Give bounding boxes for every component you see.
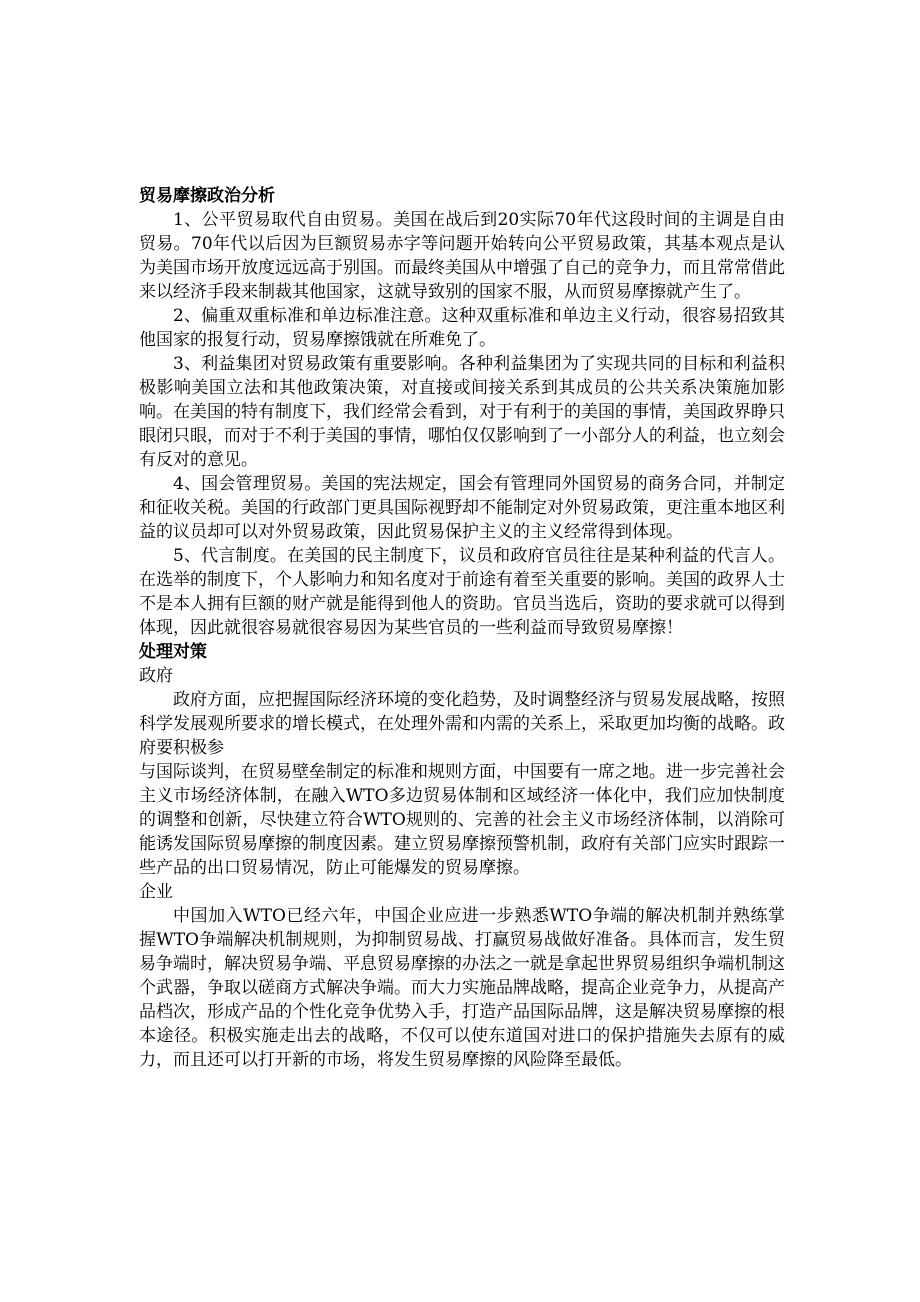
paragraph-government-1: 政府方面，应把握国际经济环境的变化趋势，及时调整经济与贸易发展战略，按照科学发展观所要求的增长模式，在处理外需和内需的关系上，采取更加均衡的战略。政府要积极参 — [139, 690, 785, 758]
paragraph-government-2: 与国际谈判，在贸易壁垒制定的标准和规则方面，中国要有一席之地。进一步完善社会主义市场经济体制，在融入WTO多边贸易体制和区域经济一体化中，我们应加快制度的调整和创新，尽快建立符合WTO规则的、完善的社会主义市场经济体制，以消除可能诱发国际贸易摩擦的制度因素。建立贸易摩擦预警机制，政府有关部门应实时跟踪一些产品的出口贸易情况，防止可能爆发的贸易摩擦。 — [139, 762, 785, 878]
paragraph-double-standard: 2、偏重双重标准和单边标准注意。这种双重标准和单边主义行动，很容易招致其他国家的报复行动，贸易摩擦饿就在所难免了。 — [139, 306, 785, 350]
paragraph-fair-trade: 1、公平贸易取代自由贸易。美国在战后到20实际70年代这段时间的主调是自由贸易。70年代以后因为巨额贸易赤字等问题开始转向公平贸易政策，其基本观点是认为美国市场开放度远远高于别国。而最终美国从中增强了自己的竞争力，而且常常借此来以经济手段来制裁其他国家，这就导致别的国家不服，从而贸易摩擦就产生了。 — [139, 210, 785, 302]
document-page — [139, 184, 785, 1072]
subsection-label-enterprise: 企业 — [139, 882, 173, 902]
section-title-political-analysis: 贸易摩擦政治分析 — [139, 186, 275, 206]
paragraph-enterprise: 中国加入WTO已经六年，中国企业应进一步熟悉WTO争端的解决机制并熟练掌握WTO争端解决机制规则，为抑制贸易战、打赢贸易战做好准备。具体而言，发生贸易争端时，解决贸易争端、平息贸易摩擦的办法之一就是拿起世界贸易组织争端机制这个武器，争取以磋商方式解决争端。而大力实施品牌战略，提高企业竞争力，从提高产品档次，形成产品的个性化竞争优势入手，打造产品国际品牌，这是解决贸易摩擦的根本途径。积极实施走出去的战略，不仅可以使东道国对进口的保护措施失去原有的威力，而且还可以打开新的市场，将发生贸易摩擦的风险降至最低。 — [139, 906, 785, 1070]
paragraph-representation-system: 5、代言制度。在美国的民主制度下，议员和政府官员往往是某种利益的代言人。在选举的制度下，个人影响力和知名度对于前途有着至关重要的影响。美国的政界人士不是本人拥有巨额的财产就是能得到他人的资助。官员当选后，资助的要求就可以得到体现，因此就很容易就很容易因为某些官员的一些利益而导致贸易摩擦！ — [139, 546, 785, 638]
paragraph-congress-trade: 4、国会管理贸易。美国的宪法规定，国会有管理同外国贸易的商务合同，并制定和征收关税。美国的行政部门更具国际视野却不能制定对外贸易政策，更注重本地区利益的议员却可以对外贸易政策，因此贸易保护主义的主义经常得到体现。 — [139, 474, 785, 542]
section-title-countermeasures: 处理对策 — [139, 642, 207, 662]
paragraph-interest-groups: 3、利益集团对贸易政策有重要影响。各种利益集团为了实现共同的目标和利益积极影响美国立法和其他政策决策，对直接或间接关系到其成员的公共关系决策施加影响。在美国的特有制度下，我们经常会看到，对于有利于的美国的事情，美国政界睁只眼闭只眼，而对于不利于美国的事情，哪怕仅仅影响到了一小部分人的利益，也立刻会有反对的意见。 — [139, 354, 785, 470]
subsection-label-government: 政府 — [139, 666, 173, 686]
